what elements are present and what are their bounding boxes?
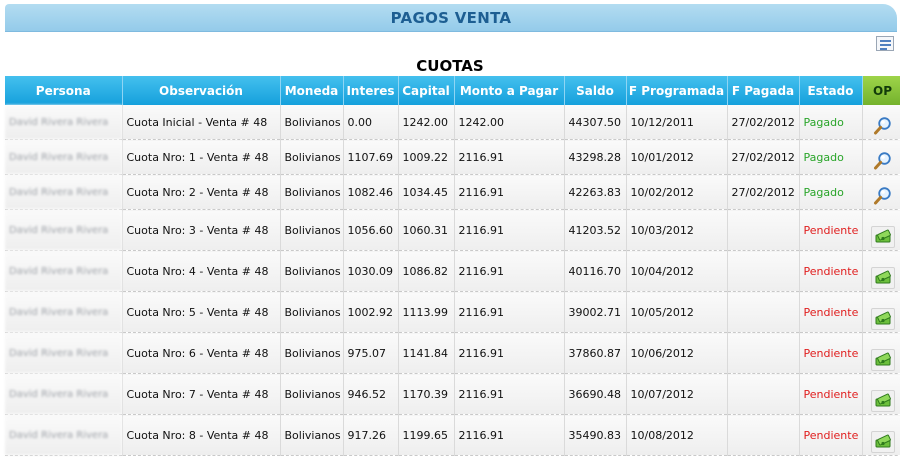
col-header-persona[interactable]: Persona <box>5 76 122 105</box>
cell-observacion: Cuota Nro: 1 - Venta # 48 <box>122 140 280 175</box>
cell-persona: David Rivera Rivera <box>5 374 122 415</box>
cell-estado: Pagado <box>799 175 862 210</box>
cell-capital: 1170.39 <box>398 374 454 415</box>
cell-observacion: Cuota Nro: 5 - Venta # 48 <box>122 292 280 333</box>
page-title: PAGOS VENTA <box>390 9 512 27</box>
cell-interes: 1082.46 <box>343 175 398 210</box>
cell-f-programada: 10/03/2012 <box>626 210 727 251</box>
cell-interes: 1002.92 <box>343 292 398 333</box>
cuotas-table <box>5 76 900 456</box>
cell-saldo: 41203.52 <box>564 210 626 251</box>
col-header-moneda[interactable]: Moneda <box>280 76 343 105</box>
cell-interes: 917.26 <box>343 415 398 456</box>
money-icon[interactable] <box>871 431 895 453</box>
table-header-row <box>5 76 900 105</box>
cell-f-programada: 10/08/2012 <box>626 415 727 456</box>
magnifier-icon[interactable] <box>873 116 893 136</box>
cell-capital: 1034.45 <box>398 175 454 210</box>
page-title-bar <box>5 4 897 32</box>
cell-moneda: Bolivianos <box>280 251 343 292</box>
table-row <box>5 292 900 333</box>
cell-monto: 2116.91 <box>454 210 564 251</box>
cell-moneda: Bolivianos <box>280 333 343 374</box>
table-row <box>5 105 900 140</box>
cell-interes: 1107.69 <box>343 140 398 175</box>
col-header-saldo[interactable]: Saldo <box>564 76 626 105</box>
cell-f-pagada: 27/02/2012 <box>727 140 799 175</box>
cell-op <box>862 292 900 333</box>
cell-op <box>862 140 900 175</box>
cell-capital: 1141.84 <box>398 333 454 374</box>
cell-saldo: 42263.83 <box>564 175 626 210</box>
cell-monto: 2116.91 <box>454 140 564 175</box>
cell-persona: David Rivera Rivera <box>5 175 122 210</box>
cell-moneda: Bolivianos <box>280 175 343 210</box>
cell-persona: David Rivera Rivera <box>5 105 122 140</box>
cell-persona: David Rivera Rivera <box>5 333 122 374</box>
cell-interes: 975.07 <box>343 333 398 374</box>
cell-estado: Pendiente <box>799 333 862 374</box>
cell-saldo: 44307.50 <box>564 105 626 140</box>
cell-monto: 2116.91 <box>454 333 564 374</box>
col-header-f-pagada[interactable]: F Pagada <box>727 76 799 105</box>
money-icon[interactable] <box>871 390 895 412</box>
cell-persona: David Rivera Rivera <box>5 251 122 292</box>
cell-interes: 1030.09 <box>343 251 398 292</box>
cell-capital: 1242.00 <box>398 105 454 140</box>
cell-op <box>862 415 900 456</box>
cell-persona: David Rivera Rivera <box>5 415 122 456</box>
cell-interes: 0.00 <box>343 105 398 140</box>
table-row <box>5 415 900 456</box>
cell-persona: David Rivera Rivera <box>5 210 122 251</box>
cell-monto: 1242.00 <box>454 105 564 140</box>
cell-moneda: Bolivianos <box>280 140 343 175</box>
table-row <box>5 374 900 415</box>
magnifier-icon[interactable] <box>873 151 893 171</box>
money-icon[interactable] <box>871 226 895 248</box>
cell-op <box>862 251 900 292</box>
col-header-op: OP <box>862 76 900 105</box>
col-header-observacion[interactable]: Observación <box>122 76 280 105</box>
section-title: CUOTAS <box>416 57 484 75</box>
cell-observacion: Cuota Inicial - Venta # 48 <box>122 105 280 140</box>
cell-f-pagada <box>727 374 799 415</box>
cell-observacion: Cuota Nro: 2 - Venta # 48 <box>122 175 280 210</box>
cell-estado: Pagado <box>799 105 862 140</box>
col-header-f-programada[interactable]: F Programada <box>626 76 727 105</box>
cell-op <box>862 374 900 415</box>
cell-f-programada: 10/02/2012 <box>626 175 727 210</box>
cell-f-programada: 10/12/2011 <box>626 105 727 140</box>
money-icon[interactable] <box>871 267 895 289</box>
cell-persona: David Rivera Rivera <box>5 140 122 175</box>
cell-estado: Pendiente <box>799 251 862 292</box>
cell-interes: 1056.60 <box>343 210 398 251</box>
money-icon[interactable] <box>871 349 895 371</box>
table-row <box>5 333 900 374</box>
cell-monto: 2116.91 <box>454 251 564 292</box>
table-row <box>5 140 900 175</box>
cell-observacion: Cuota Nro: 8 - Venta # 48 <box>122 415 280 456</box>
money-icon[interactable] <box>871 308 895 330</box>
cell-persona: David Rivera Rivera <box>5 292 122 333</box>
cell-saldo: 40116.70 <box>564 251 626 292</box>
cell-f-pagada <box>727 333 799 374</box>
cell-observacion: Cuota Nro: 3 - Venta # 48 <box>122 210 280 251</box>
table-row <box>5 251 900 292</box>
cell-op <box>862 210 900 251</box>
cell-f-pagada: 27/02/2012 <box>727 105 799 140</box>
cell-saldo: 35490.83 <box>564 415 626 456</box>
cell-saldo: 37860.87 <box>564 333 626 374</box>
cell-f-pagada <box>727 210 799 251</box>
table-row <box>5 210 900 251</box>
cell-moneda: Bolivianos <box>280 292 343 333</box>
cell-op <box>862 105 900 140</box>
cell-f-programada: 10/07/2012 <box>626 374 727 415</box>
cell-f-programada: 10/05/2012 <box>626 292 727 333</box>
col-header-capital[interactable]: Capital <box>398 76 454 105</box>
cell-saldo: 39002.71 <box>564 292 626 333</box>
cell-observacion: Cuota Nro: 4 - Venta # 48 <box>122 251 280 292</box>
cell-f-programada: 10/04/2012 <box>626 251 727 292</box>
cell-estado: Pendiente <box>799 374 862 415</box>
cell-interes: 946.52 <box>343 374 398 415</box>
col-header-interes[interactable]: Interes <box>343 76 398 105</box>
list-view-icon[interactable] <box>876 36 894 51</box>
cell-moneda: Bolivianos <box>280 105 343 140</box>
cell-monto: 2116.91 <box>454 175 564 210</box>
cell-f-pagada <box>727 292 799 333</box>
cell-saldo: 36690.48 <box>564 374 626 415</box>
cell-observacion: Cuota Nro: 7 - Venta # 48 <box>122 374 280 415</box>
cell-estado: Pendiente <box>799 415 862 456</box>
cell-moneda: Bolivianos <box>280 210 343 251</box>
cell-f-programada: 10/06/2012 <box>626 333 727 374</box>
col-header-monto[interactable]: Monto a Pagar <box>454 76 564 105</box>
col-header-estado[interactable]: Estado <box>799 76 862 105</box>
cell-moneda: Bolivianos <box>280 374 343 415</box>
cell-capital: 1086.82 <box>398 251 454 292</box>
cell-capital: 1199.65 <box>398 415 454 456</box>
cell-observacion: Cuota Nro: 6 - Venta # 48 <box>122 333 280 374</box>
cell-capital: 1009.22 <box>398 140 454 175</box>
cell-f-programada: 10/01/2012 <box>626 140 727 175</box>
cell-op <box>862 175 900 210</box>
cell-capital: 1113.99 <box>398 292 454 333</box>
cell-monto: 2116.91 <box>454 415 564 456</box>
cell-op <box>862 333 900 374</box>
table-row <box>5 175 900 210</box>
magnifier-icon[interactable] <box>873 186 893 206</box>
cell-moneda: Bolivianos <box>280 415 343 456</box>
cell-estado: Pendiente <box>799 210 862 251</box>
cell-f-pagada <box>727 415 799 456</box>
cell-estado: Pendiente <box>799 292 862 333</box>
cell-estado: Pagado <box>799 140 862 175</box>
cell-saldo: 43298.28 <box>564 140 626 175</box>
cell-monto: 2116.91 <box>454 374 564 415</box>
cell-monto: 2116.91 <box>454 292 564 333</box>
cell-f-pagada <box>727 251 799 292</box>
cell-f-pagada: 27/02/2012 <box>727 175 799 210</box>
cell-capital: 1060.31 <box>398 210 454 251</box>
